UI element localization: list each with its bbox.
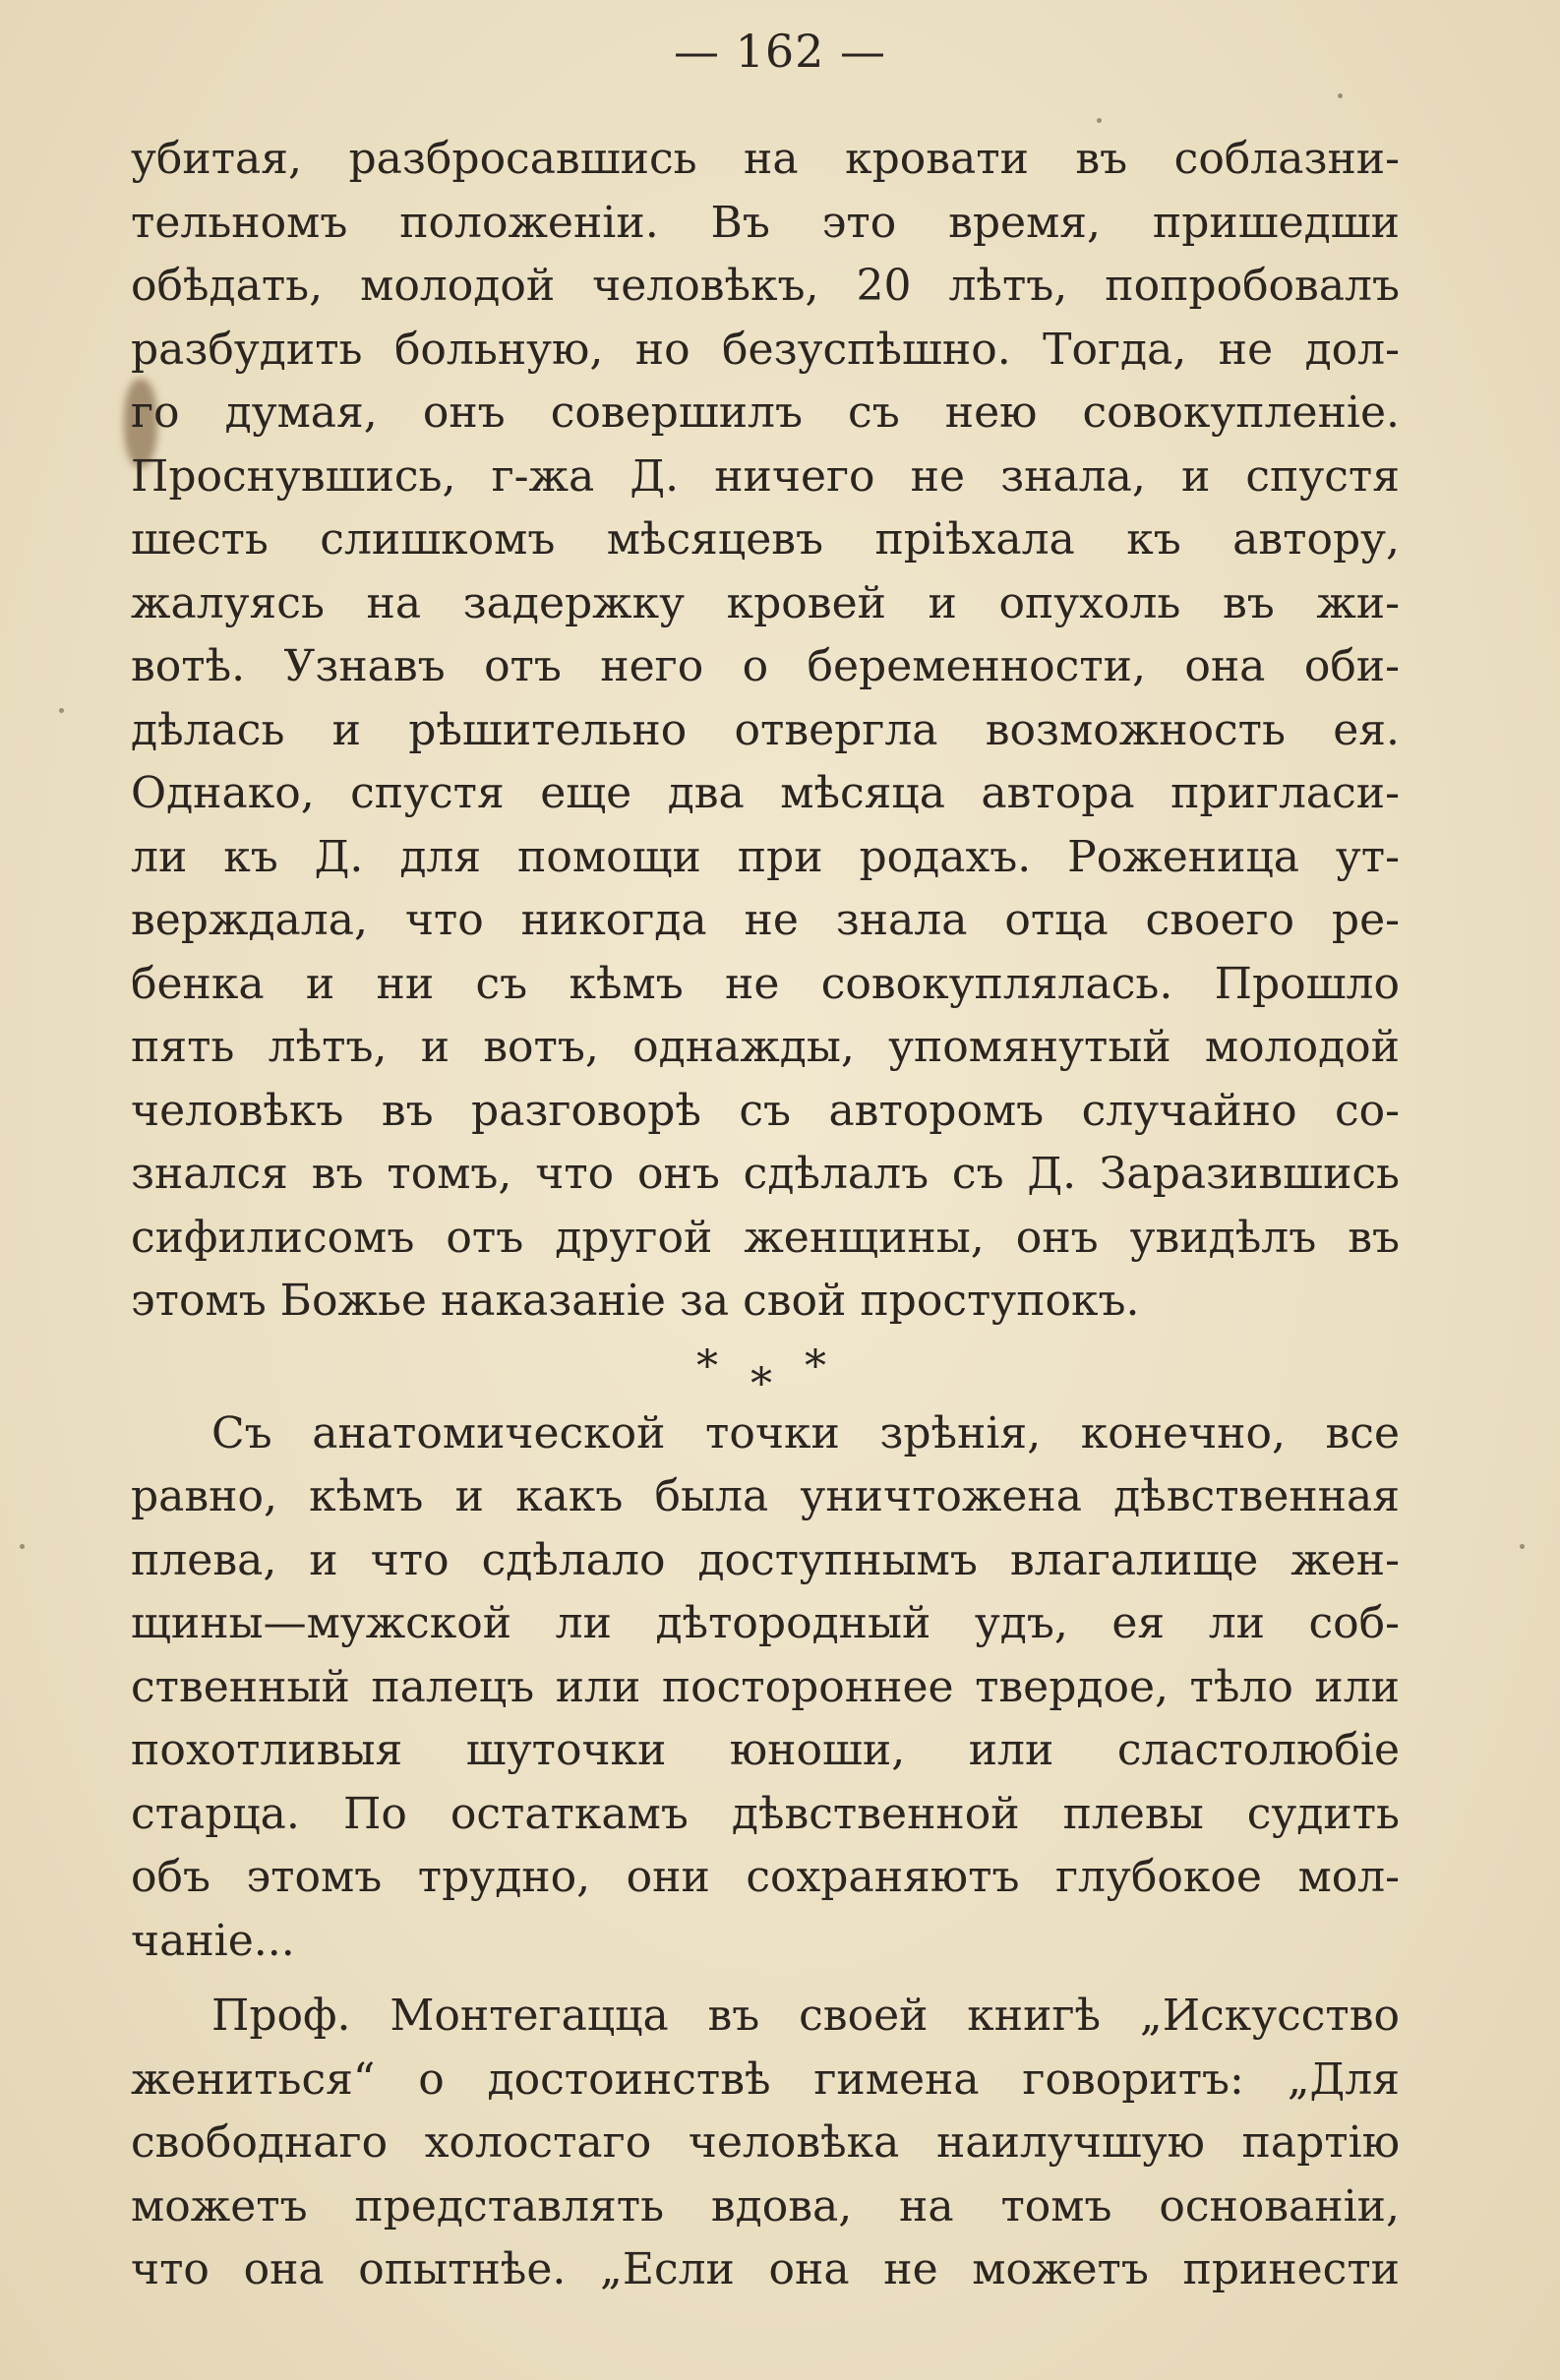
text-line: что она опытнѣе. „Если она не можетъ принести — [131, 2244, 1400, 2294]
text-line: Однако, спустя еще два мѣсяца автора пригласи- — [131, 768, 1400, 818]
text-line: ли къ Д. для помощи при родахъ. Роженица ут- — [131, 831, 1400, 882]
text-line: знался въ томъ, что онъ сдѣлалъ съ Д. Заразившись — [131, 1149, 1400, 1199]
text-line: пять лѣтъ, и вотъ, однажды, упомянутый молодой — [131, 1022, 1400, 1072]
text-line: го думая, онъ совершилъ съ нею совокупленіе. — [131, 387, 1400, 438]
asterisk: * — [696, 1340, 718, 1392]
text-line: жалуясь на задержку кровей и опухоль въ жи- — [131, 577, 1400, 628]
text-line: свободнаго холостаго человѣка наилучшую партію — [131, 2117, 1400, 2168]
text-line: Проф. Монтегацца въ своей книгѣ „Искусство — [211, 1991, 1400, 2041]
text-line: убитая, разбросавшись на кровати въ соблазни- — [131, 134, 1400, 184]
text-line: объ этомъ трудно, они сохраняютъ глубокое мол- — [131, 1852, 1400, 1902]
text-line: вотѣ. Узнавъ отъ него о беременности, она оби- — [131, 641, 1400, 691]
asterisk: * — [750, 1358, 772, 1409]
paragraph-3 — [131, 1985, 1400, 2302]
text-line: старца. По остаткамъ дѣвственной плевы судить — [131, 1788, 1400, 1839]
text-line: Съ анатомической точки зрѣнія, конечно, все — [211, 1407, 1400, 1458]
paper-speck — [20, 1544, 25, 1549]
text-line: бенка и ни съ кѣмъ не совокуплялась. Прошло — [131, 958, 1400, 1009]
text-line: шесть слишкомъ мѣсяцевъ пріѣхала къ автору, — [131, 514, 1400, 565]
text-line: ственный палецъ или постороннее твердое, тѣло или — [131, 1661, 1400, 1712]
page-number: — 162 — — [673, 25, 887, 78]
paragraph-gap — [131, 1973, 1400, 1985]
paper-speck — [59, 708, 64, 713]
paper-speck — [1520, 1544, 1525, 1549]
text-line: верждала, что никогда не знала отца своего ре- — [131, 895, 1400, 945]
text-line: похотливыя шуточки юноши, или сластолюбіе — [131, 1725, 1400, 1775]
paragraph-1 — [131, 128, 1400, 1334]
text-line: щины—мужской ли дѣтородный удъ, ея ли соб- — [131, 1598, 1400, 1648]
text-line: чаніе... — [131, 1915, 295, 1966]
text-line: разбудить больную, но безуспѣшно. Тогда, не дол- — [131, 324, 1400, 375]
text-line: плева, и что сдѣлало доступнымъ влагалище жен- — [131, 1534, 1400, 1585]
text-line: дѣлась и рѣшительно отвергла возможность ея. — [131, 704, 1400, 755]
text-line: Проснувшись, г-жа Д. ничего не знала, и спустя — [131, 450, 1400, 502]
text-line: человѣкъ въ разговорѣ съ авторомъ случайно со- — [131, 1085, 1400, 1136]
body-text — [131, 128, 1400, 2302]
text-line: тельномъ положеніи. Въ это время, пришедши — [131, 197, 1400, 248]
text-line: жениться“ о достоинствѣ гимена говоритъ: „Для — [131, 2053, 1400, 2105]
text-line: можетъ представлять вдова, на томъ основаніи, — [131, 2180, 1400, 2231]
section-separator — [131, 1334, 1400, 1409]
paper-speck — [1097, 118, 1102, 123]
asterisk: * — [805, 1340, 826, 1392]
text-line: обѣдать, молодой человѣкъ, 20 лѣтъ, попробовалъ — [131, 261, 1400, 311]
paper-speck — [1338, 93, 1343, 98]
text-line: этомъ Божье наказаніе за свой проступокъ. — [131, 1276, 1140, 1326]
text-line: сифилисомъ отъ другой женщины, онъ увидѣлъ въ — [131, 1212, 1400, 1263]
paragraph-2 — [131, 1402, 1400, 1974]
text-line: равно, кѣмъ и какъ была уничтожена дѣвственная — [131, 1471, 1400, 1521]
